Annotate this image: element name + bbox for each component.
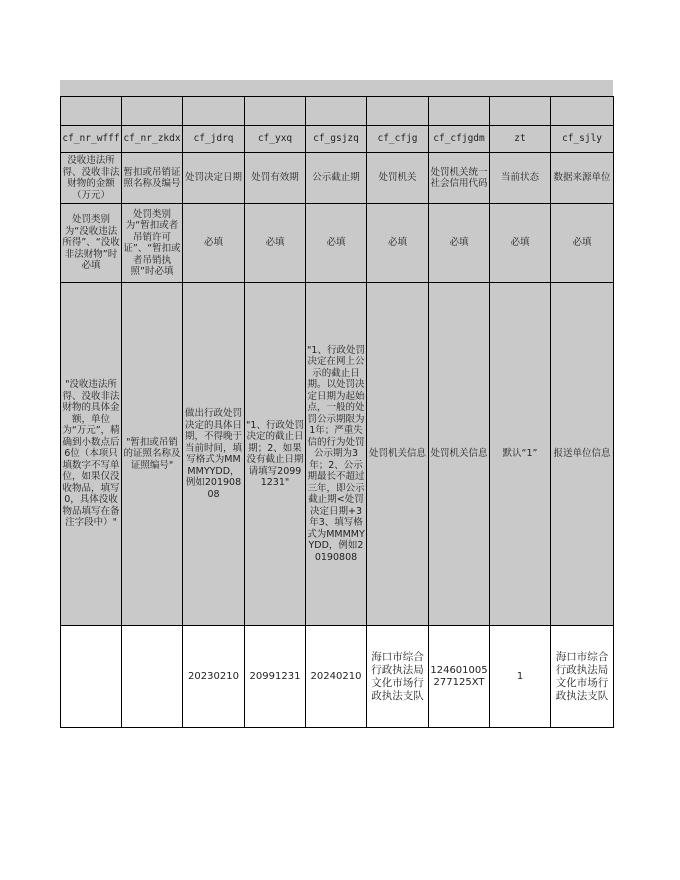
required-cell[interactable]: 必填 [183, 204, 245, 283]
field-code-cell[interactable]: cf_yxq [245, 126, 306, 153]
field-code-cell[interactable]: cf_sjly [551, 126, 614, 153]
record-cell[interactable] [122, 626, 183, 728]
field-name-cell[interactable]: 数据来源单位 [551, 153, 614, 204]
required-cell[interactable]: 必填 [490, 204, 551, 283]
description-row [61, 283, 614, 626]
blank-cell [306, 97, 367, 126]
description-cell[interactable]: 默认“1” [490, 283, 551, 626]
field-name-cell[interactable]: 处罚机关统一社会信用代码 [429, 153, 490, 204]
field-name-cell[interactable]: 处罚决定日期 [183, 153, 245, 204]
description-cell[interactable]: "没收违法所得、没收非法财物的具体金额，单位为“万元”，精确到小数点后6位（本项只填数字不写单位，如果仅没收物品，填写0，具体没收物品填写在备注字段中）" [61, 283, 122, 626]
description-cell[interactable]: 处罚机关信息 [367, 283, 429, 626]
record-cell[interactable]: 20240210 [306, 626, 367, 728]
field-code-cell[interactable]: cf_nr_wfff [61, 126, 122, 153]
field-code-cell[interactable]: cf_nr_zkdx [122, 126, 183, 153]
blank-cell [245, 97, 306, 126]
record-cell[interactable]: 海口市综合行政执法局文化市场行政执法支队 [367, 626, 429, 728]
required-cell[interactable]: 处罚类别为“没收违法所得”、“没收非法财物”时必填 [61, 204, 122, 283]
field-spec-table [60, 96, 614, 728]
required-row [61, 204, 614, 283]
blank-cell [551, 97, 614, 126]
description-cell[interactable]: 做出行政处罚决定的具体日期，不得晚于当前时间，填写格式为MMMMYYDD，例如20190808 [183, 283, 245, 626]
field-code-cell[interactable]: cf_gsjzq [306, 126, 367, 153]
blank-cell [61, 97, 122, 126]
required-cell[interactable]: 必填 [429, 204, 490, 283]
required-cell[interactable]: 必填 [306, 204, 367, 283]
record-cell[interactable]: 20230210 [183, 626, 245, 728]
description-cell[interactable]: "1、行政处罚决定的截止日期；2、如果没有截止日期请填写20991231" [245, 283, 306, 626]
sheet-top-band [60, 80, 613, 96]
blank-cell [183, 97, 245, 126]
required-cell[interactable]: 必填 [551, 204, 614, 283]
field-code-cell[interactable]: cf_jdrq [183, 126, 245, 153]
required-cell[interactable]: 必填 [245, 204, 306, 283]
field-name-cell[interactable]: 当前状态 [490, 153, 551, 204]
field-code-cell[interactable]: cf_cfjgdm [429, 126, 490, 153]
description-cell[interactable]: "暂扣或吊销的证照名称及证照编号" [122, 283, 183, 626]
field-code-cell[interactable]: cf_cfjg [367, 126, 429, 153]
field-name-cell[interactable]: 公示截止期 [306, 153, 367, 204]
description-cell[interactable]: 处罚机关信息 [429, 283, 490, 626]
field-name-cell[interactable]: 没收违法所得、没收非法财物的金额（万元） [61, 153, 122, 204]
blank-cell [367, 97, 429, 126]
record-row [61, 626, 614, 728]
field-code-cell[interactable]: zt [490, 126, 551, 153]
record-cell[interactable]: 20991231 [245, 626, 306, 728]
field-code-row [61, 126, 614, 153]
blank-cell [429, 97, 490, 126]
record-cell[interactable]: 124601005277125XT [429, 626, 490, 728]
record-cell[interactable]: 海口市综合行政执法局文化市场行政执法支队 [551, 626, 614, 728]
field-name-cell[interactable]: 处罚机关 [367, 153, 429, 204]
description-cell[interactable]: 报送单位信息 [551, 283, 614, 626]
record-cell[interactable]: 1 [490, 626, 551, 728]
field-name-row [61, 153, 614, 204]
record-cell[interactable] [61, 626, 122, 728]
required-cell[interactable]: 处罚类别为“暂扣或者吊销许可证”、“暂扣或者吊销执照”时必填 [122, 204, 183, 283]
blank-header-row [61, 97, 614, 126]
field-name-cell[interactable]: 暂扣或吊销证照名称及编号 [122, 153, 183, 204]
blank-cell [122, 97, 183, 126]
description-cell[interactable]: "1、行政处罚决定在网上公示的截止日期。以处罚决定日期为起始点，一般的处罚公示期限为1年；严重失信的行为处罚公示期为3年；2、公示期最长不超过三年，即公示截止期<处罚决定日期+3年3、填写格式为MMMMYYDD，例如20190808 [306, 283, 367, 626]
field-name-cell[interactable]: 处罚有效期 [245, 153, 306, 204]
required-cell[interactable]: 必填 [367, 204, 429, 283]
blank-cell [490, 97, 551, 126]
